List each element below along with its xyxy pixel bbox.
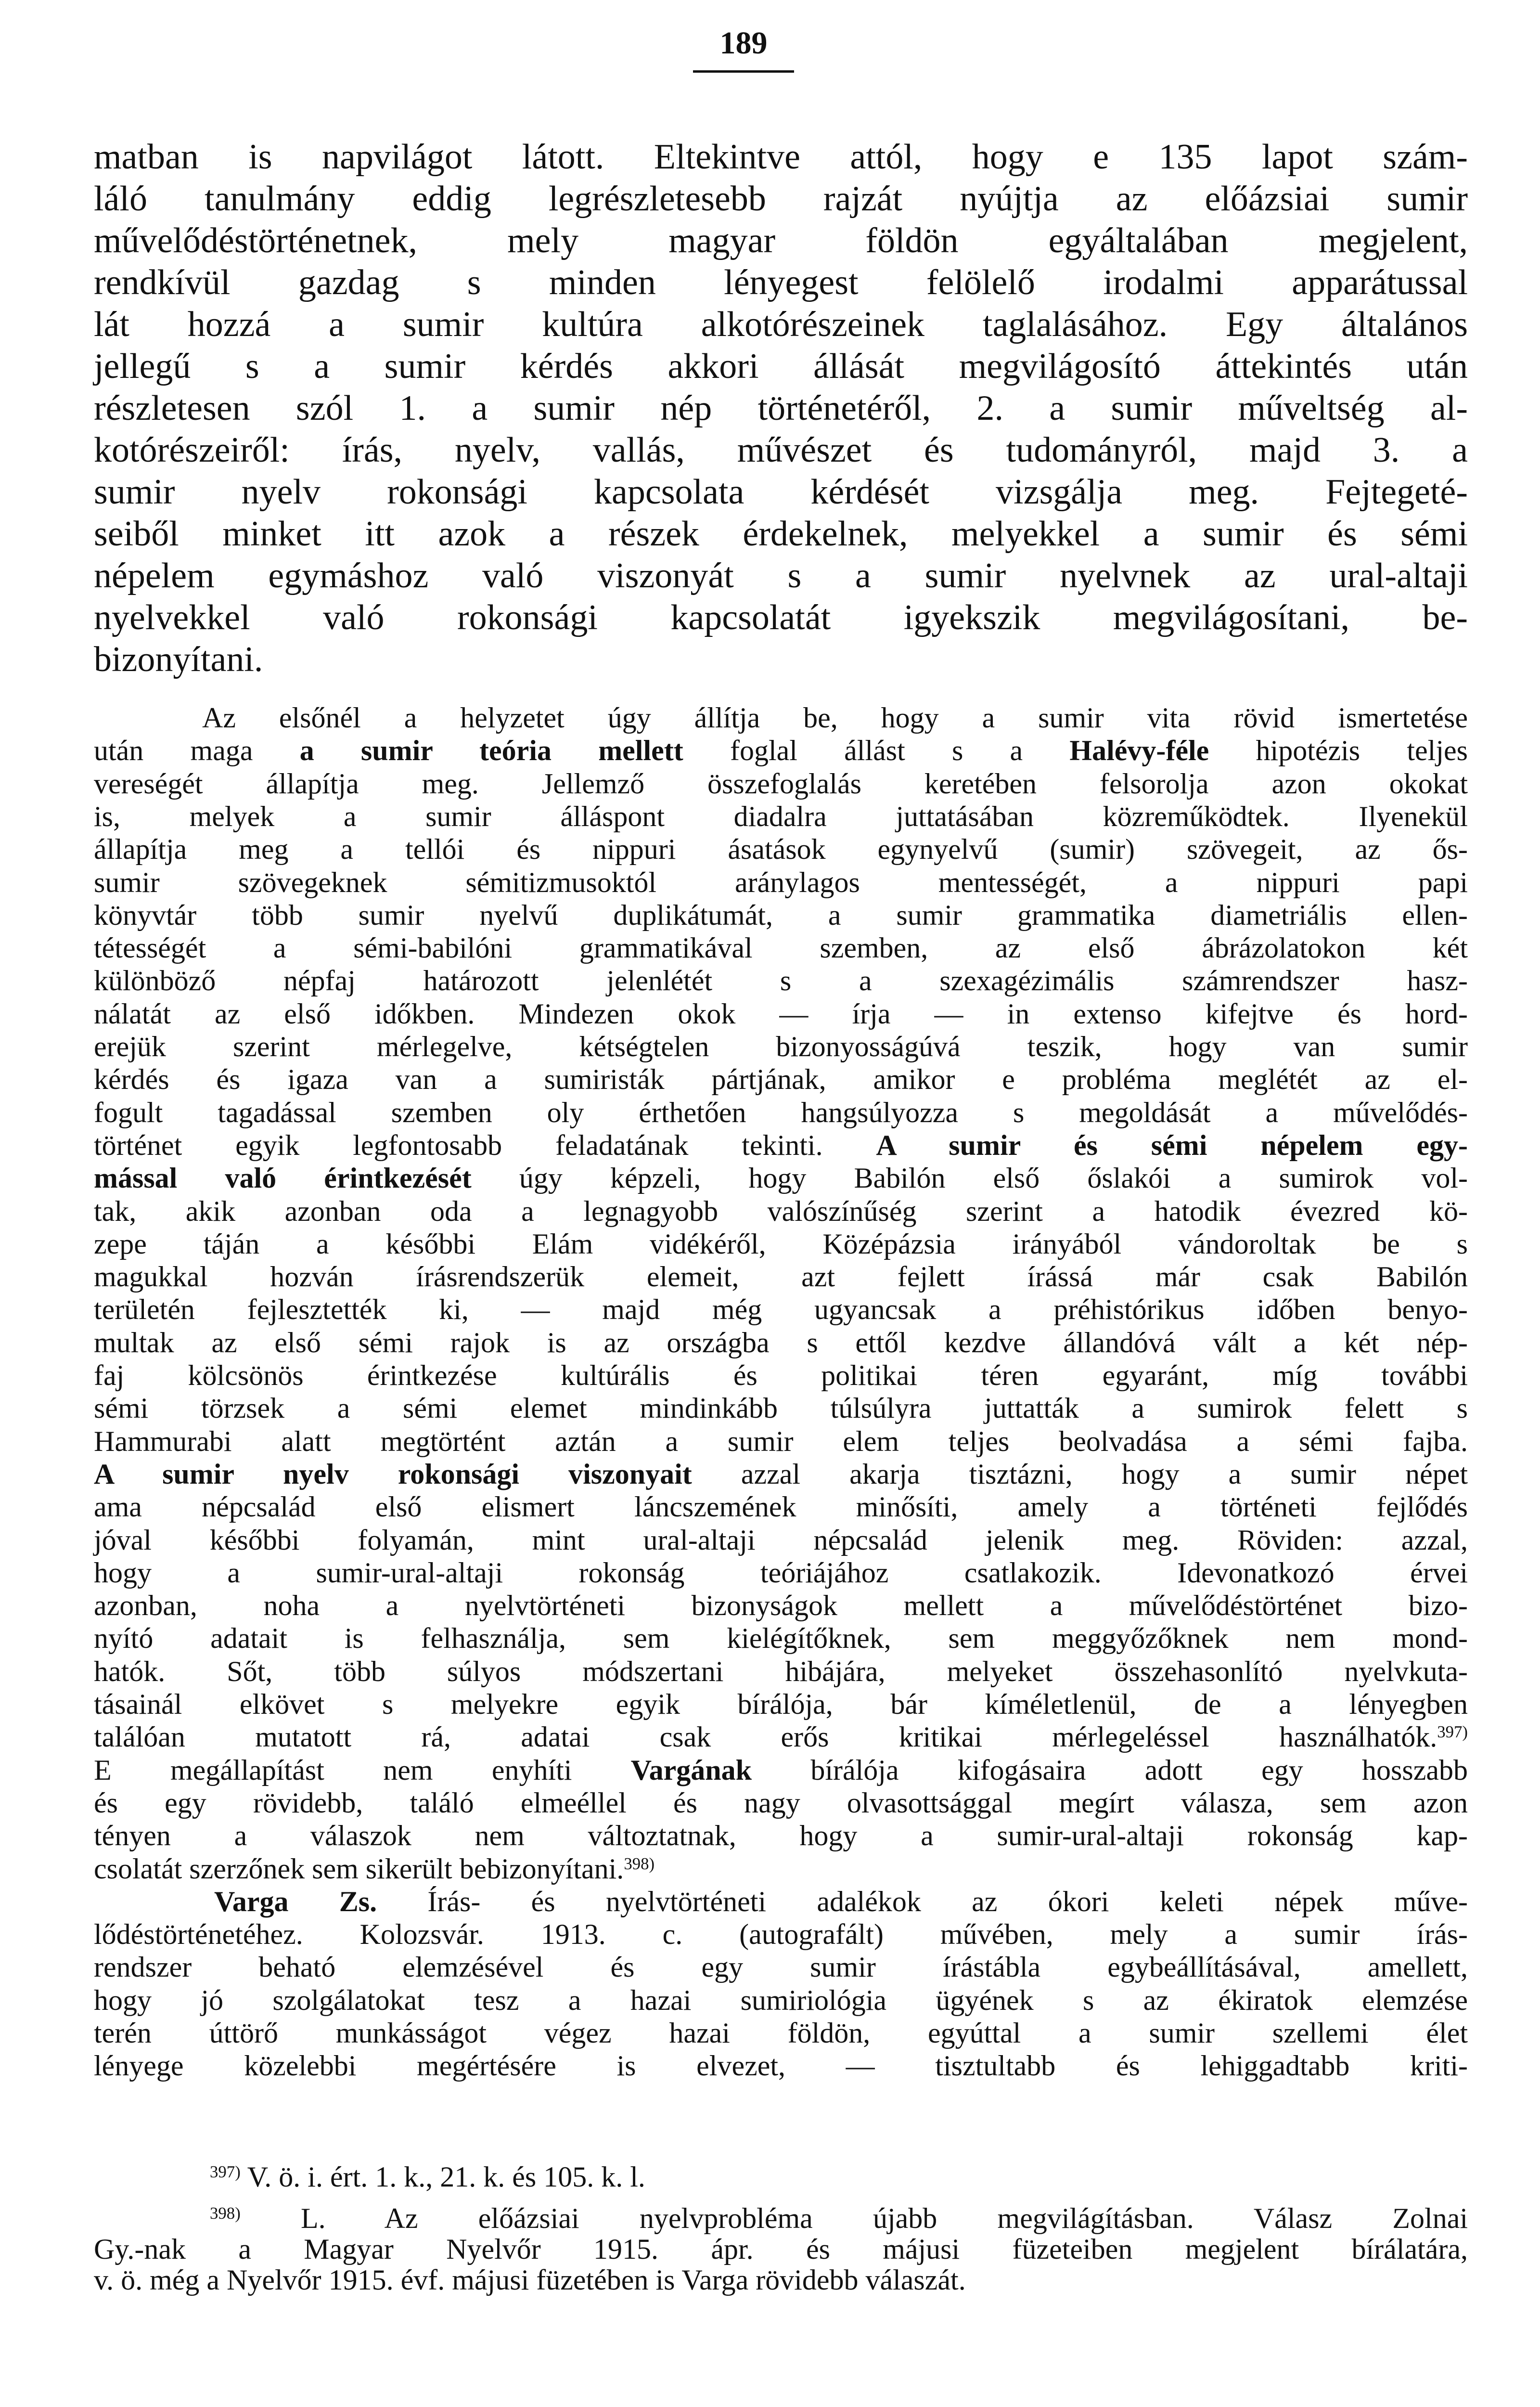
small-text-line (94, 1195, 1468, 1228)
bold-phrase: Halévy-féle (1069, 735, 1209, 767)
text-run: lődéstörténetéhez. Kolozsvár. 1913. c. (autografált) művében, mely a sumir írás- (94, 1918, 1468, 1951)
footnote-reference: 397) (1437, 1722, 1468, 1742)
bold-phrase: A sumir nyelv rokonsági viszonyait (94, 1458, 692, 1490)
small-text-line (94, 1228, 1468, 1260)
page-number: 189 (719, 26, 768, 61)
paragraph-line: jellegű s a sumir kérdés akkori állását megvilágosító áttekintés után (94, 347, 1468, 386)
small-text-line (94, 2017, 1468, 2049)
text-run: Az elsőnél a helyzetet úgy állítja be, hogy a sumir vita rövid ismertetése (202, 702, 1468, 734)
text-run: sémi törzsek a sémi elemet mindinkább túlsúlyra juttatták a sumirok felett s (94, 1392, 1468, 1424)
small-text-line (94, 932, 1468, 964)
text-run: zepe táján a későbbi Elám vidékéről, Középázsia irányából vándoroltak be s (94, 1228, 1468, 1260)
text-run: jóval későbbi folyamán, mint ural-altaji népcsalád jelenik meg. Röviden: azzal, (94, 1524, 1468, 1556)
text-run: könyvtár több sumir nyelvű duplikátumát, a sumir grammatika diametriális ellen- (94, 899, 1468, 931)
text-run: magukkal hozván írásrendszerük elemeit, azt fejlett írássá már csak Babilón (94, 1261, 1468, 1293)
paragraph-line: nyelvekkel való rokonsági kapcsolatát igyekszik megvilágosítani, be- (94, 598, 1468, 637)
small-text-line (94, 1392, 1468, 1424)
text-run: sumir szövegeknek sémitizmusoktól aránylagos mentességét, a nippuri papi (94, 866, 1468, 898)
small-text-line (94, 1260, 1468, 1293)
small-text-line (94, 1589, 1468, 1622)
small-text-line (94, 1688, 1468, 1721)
text-run: azonban, noha a nyelvtörténeti bizonyságok mellett a művelődéstörténet bizo- (94, 1590, 1468, 1622)
paragraph-line: kotórészeiről: írás, nyelv, vallás, művészet és tudományról, majd 3. a (94, 430, 1468, 470)
footnote-reference: 398) (210, 2203, 241, 2223)
text-run: tásainál elkövet s melyekre egyik bírálója, bár kíméletlenül, de a lényegben (94, 1688, 1468, 1720)
text-run: különböző népfaj határozott jelenlétét s a szexagézimális számrendszer hasz- (94, 965, 1468, 997)
text-run: nyító adatait is felhasználja, sem kielégítőknek, sem meggyőzőknek nem mond- (94, 1622, 1468, 1655)
small-text-line (94, 1425, 1468, 1458)
paragraph-line: lát hozzá a sumir kultúra alkotórészeinek taglalásához. Egy általános (94, 305, 1468, 344)
footnote-line (210, 2161, 645, 2192)
text-run: fogult tagadással szemben oly érthetően hangsúlyozza s megoldását a művelődés- (94, 1096, 1468, 1128)
small-text-line (94, 1819, 1468, 1852)
paragraph-line: bizonyítani. (94, 640, 263, 679)
small-text-line (94, 1984, 1468, 2017)
small-text-line (94, 734, 1468, 767)
text-run: rendszer beható elemzésével és egy sumir írástábla egybeállításával, amellett, (94, 1951, 1468, 1983)
small-text-line (94, 1852, 654, 1885)
text-run: és egy rövidebb, találó elmeéllel és nagy olvasottsággal megírt válasza, sem azon (94, 1786, 1468, 1819)
text-run: Hammurabi alatt megtörtént aztán a sumir elem teljes beolvadása a sémi fajba. (94, 1425, 1468, 1457)
small-text-line (94, 1556, 1468, 1589)
text-run: azzal akarja tisztázni, hogy a sumir népet (692, 1458, 1468, 1490)
text-run: találóan mutatott rá, adatai csak erős kritikai mérlegeléssel használhatók. (94, 1721, 1437, 1753)
footnote-line (210, 2203, 1468, 2234)
text-run: v. ö. még a Nyelvőr 1915. évf. májusi füzetében is Varga rövidebb válaszát. (94, 2264, 966, 2296)
paragraph-line: sumir nyelv rokonsági kapcsolata kérdését vizsgálja meg. Fejtegeté- (94, 472, 1468, 512)
text-run: E megállapítást nem enyhíti (94, 1754, 631, 1786)
small-text-line (94, 899, 1468, 932)
text-run: után maga (94, 735, 300, 767)
page-number-underline (693, 70, 794, 73)
small-text-line (94, 1786, 1468, 1819)
small-text-line (94, 1951, 1468, 1983)
small-text-line (94, 1524, 1468, 1556)
text-run: multak az első sémi rajok is az országba s ettől kezdve állandóvá vált a két nép- (94, 1326, 1468, 1359)
small-text-line (94, 1096, 1468, 1129)
footnote-reference: 397) (210, 2162, 241, 2181)
text-run: tényen a válaszok nem változtatnak, hogy a sumir-ural-altaji rokonság kap- (94, 1820, 1468, 1852)
small-text-line (94, 1063, 1468, 1096)
paragraph-line: láló tanulmány eddig legrészletesebb rajzát nyújtja az előázsiai sumir (94, 179, 1468, 219)
paragraph-line: seiből minket itt azok a részek érdekelnek, melyekkel a sumir és sémi (94, 514, 1468, 554)
small-text-line (94, 1359, 1468, 1392)
small-text-line (94, 1655, 1468, 1688)
small-text-line (94, 1754, 1468, 1786)
text-run: hogy jó szolgálatokat tesz a hazai sumiriológia ügyének s az ékiratok elemzése (94, 1984, 1468, 2016)
paragraph-line: részletesen szól 1. a sumir nép történetéről, 2. a sumir műveltség al- (94, 388, 1468, 428)
footnote-line (94, 2265, 966, 2295)
small-text-line (94, 1721, 1468, 1753)
bold-phrase: A sumir és sémi népelem egy- (876, 1129, 1468, 1161)
text-run: kérdés és igaza van a sumiristák pártjának, amikor e probléma meglétét az el- (94, 1063, 1468, 1096)
bold-phrase: Varga Zs. (214, 1885, 377, 1917)
small-text-line (94, 767, 1468, 800)
text-run: tétességét a sémi-babilóni grammatikával szemben, az első ábrázolatokon két (94, 932, 1468, 964)
bold-phrase: Vargának (630, 1754, 752, 1786)
text-run: is, melyek a sumir álláspont diadalra juttatásában közreműködtek. Ilyenekül (94, 800, 1468, 832)
small-text-line (94, 1458, 1468, 1490)
small-text-line (94, 1622, 1468, 1655)
text-run: csolatát szerzőnek sem sikerült bebizonyítani. (94, 1852, 624, 1885)
small-text-line (94, 1326, 1468, 1359)
text-run: Írás- és nyelvtörténeti adalékok az ókori keleti népek műve- (377, 1885, 1468, 1917)
small-text-line (94, 1918, 1468, 1951)
small-text-line (94, 2049, 1468, 2082)
small-text-line (94, 800, 1468, 833)
small-text-line (94, 1293, 1468, 1326)
small-text-line (94, 1030, 1468, 1063)
text-run: Gy.-nak a Magyar Nyelvőr 1915. ápr. és májusi füzeteiben megjelent bírálatára, (94, 2233, 1468, 2265)
text-run: V. ö. i. ért. 1. k., 21. k. és 105. k. l. (240, 2161, 645, 2193)
small-text-line (214, 1885, 1468, 1918)
small-text-line (94, 997, 1468, 1030)
text-run: erejük szerint mérlegelve, kétségtelen bizonyosságúvá teszik, hogy van sumir (94, 1031, 1468, 1062)
paragraph-line: népelem egymáshoz való viszonyát s a sumir nyelvnek az ural-altaji (94, 556, 1468, 595)
text-run: ama népcsalád első elismert láncszemének minősíti, amely a történeti fejlődés (94, 1491, 1468, 1523)
text-run: bírálója kifogásaira adott egy hosszabb (752, 1754, 1468, 1786)
text-run: állapítja meg a tellói és nippuri ásatások egynyelvű (sumir) szövegeit, az ős- (94, 833, 1468, 866)
text-run: lényege közelebbi megértésére is elvezet, — tisztultabb és lehiggadtabb kriti- (94, 2050, 1468, 2082)
footnote-line (94, 2234, 1468, 2265)
text-run: terén úttörő munkásságot végez hazai földön, egyúttal a sumir szellemi élet (94, 2017, 1468, 2049)
paragraph-line: művelődéstörténetnek, mely magyar földön egyáltalában megjelent, (94, 221, 1468, 260)
text-run: tak, akik azonban oda a legnagyobb valószínűség szerint a hatodik évezred kö- (94, 1195, 1468, 1227)
text-run: hogy a sumir-ural-altaji rokonság teóriájához csatlakozik. Idevonatkozó érvei (94, 1556, 1468, 1589)
bold-phrase: a sumir teória mellett (299, 735, 683, 767)
footnote-reference: 398) (624, 1854, 655, 1873)
text-run: hatók. Sőt, több súlyos módszertani hibájára, melyeket összehasonlító nyelvkuta- (94, 1655, 1468, 1687)
small-text-line (94, 1162, 1468, 1194)
paragraph-line: rendkívül gazdag s minden lényegest felölelő irodalmi apparátussal (94, 263, 1468, 302)
small-text-line (94, 866, 1468, 899)
small-text-line (94, 964, 1468, 997)
small-text-line (94, 833, 1468, 866)
text-run: úgy képzeli, hogy Babilón első őslakói a sumirok vol- (471, 1162, 1468, 1194)
text-run: vereségét állapítja meg. Jellemző összefoglalás keretében felsorolja azon okokat (94, 767, 1468, 800)
small-text-line (202, 701, 1468, 734)
text-run: történet egyik legfontosabb feladatának tekinti. (94, 1129, 876, 1161)
small-text-line (94, 1490, 1468, 1523)
text-run: nálatát az első időkben. Mindezen okok — írja — in extenso kifejtve és hord- (94, 997, 1468, 1030)
paragraph-line: matban is napvilágot látott. Eltekintve attól, hogy e 135 lapot szám- (94, 137, 1468, 177)
small-text-line (94, 1129, 1468, 1162)
bold-phrase: mással való érintkezését (94, 1162, 472, 1194)
text-run: területén fejlesztették ki, — majd még ugyancsak a préhistórikus időben benyo- (94, 1294, 1468, 1326)
text-run: hipotézis teljes (1209, 735, 1468, 767)
text-run: faj kölcsönös érintkezése kultúrális és politikai téren egyaránt, míg további (94, 1359, 1468, 1391)
text-run: foglal állást s a (683, 735, 1070, 767)
text-run: L. Az előázsiai nyelvprobléma újabb megvilágításban. Válasz Zolnai (240, 2202, 1468, 2234)
